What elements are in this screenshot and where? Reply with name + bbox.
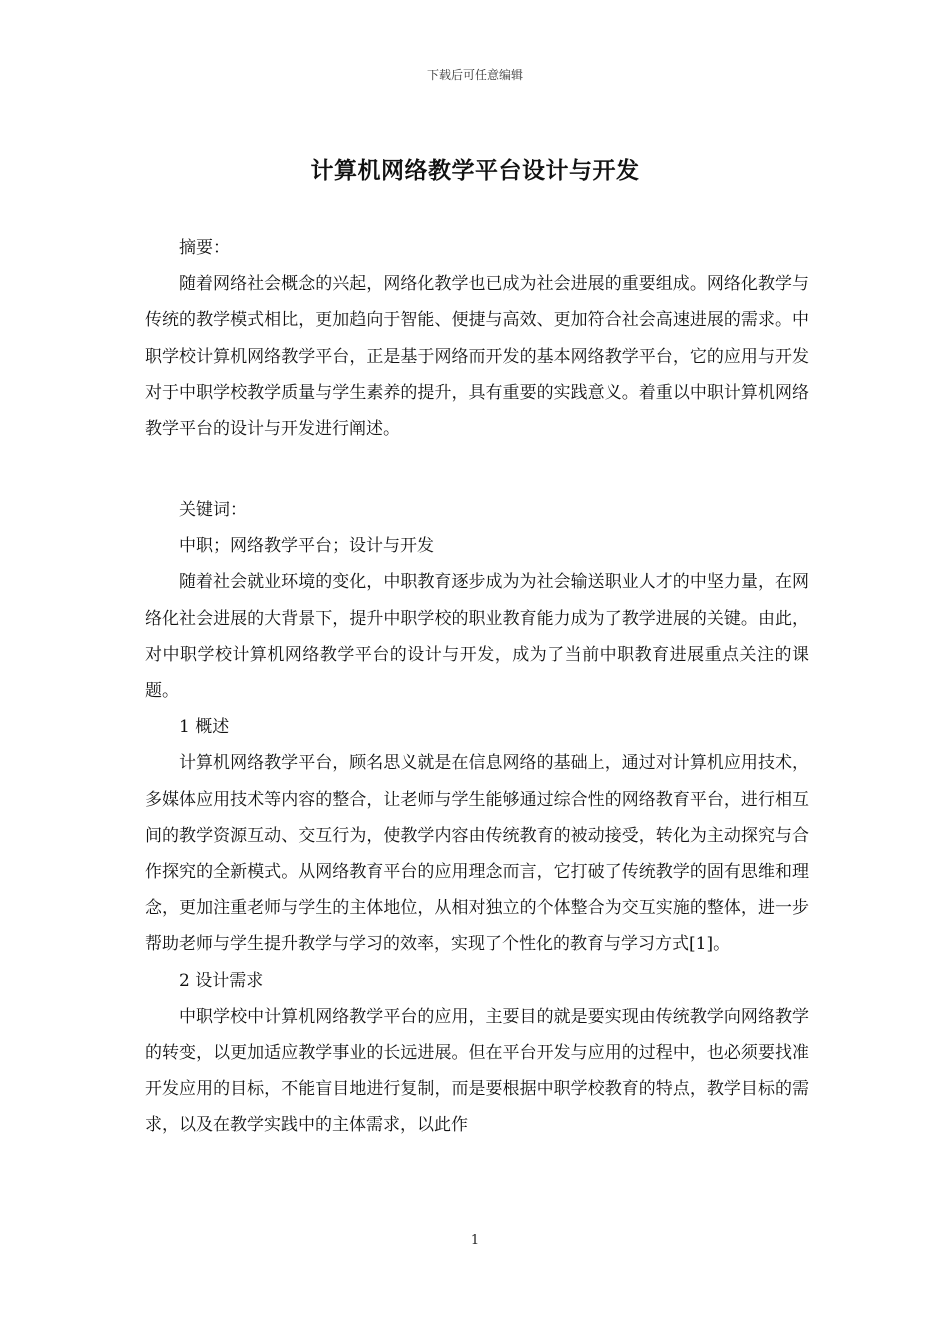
keywords-label: 关键词： bbox=[179, 500, 247, 520]
abstract-text: 随着网络社会概念的兴起，网络化教学也已成为社会进展的重要组成。网络化教学与传统的教学模式相比，更加趋向于智能、便捷与高效、更加符合社会高速进展的需求。中职学校计算机网络教学平台，正是基于网络而开发的基本网络教学平台，它的应用与开发对于中职学校教学质量与学生素养的提升，具有重要的实践意义。着重以中职计算机网络教学平台的设计与开发进行阐述。 bbox=[145, 274, 809, 440]
section-1-paragraph: 计算机网络教学平台，顾名思义就是在信息网络的基础上，通过对计算机应用技术，多媒体应用技术等内容的整合，让老师与学生能够通过综合性的网络教育平台，进行相互间的教学资源互动、交互行为，使教学内容由传统教育的被动接受，转化为主动探究与合作探究的全新模式。从网络教育平台的应用理念而言，它打破了传统教学的固有思维和理念，更加注重老师与学生的主体地位，从相对独立的个体整合为交互实施的整体，进一步帮助老师与学生提升教学与学习的效率，实现了个性化的教育与学习方式[1]。 bbox=[145, 753, 809, 955]
abstract-section bbox=[145, 230, 809, 447]
section-2-paragraph: 中职学校中计算机网络教学平台的应用，主要目的就是要实现由传统教学向网络教学的转变，以更加适应教学事业的长远进展。但在平台开发与应用的过程中，也必须要找准开发应用的目标，不能盲目地进行复制，而是要根据中职学校教育的特点，教学目标的需求，以及在教学实践中的主体需求，以此作 bbox=[145, 1006, 809, 1136]
main-content bbox=[145, 492, 809, 1144]
abstract-label: 摘要： bbox=[179, 238, 230, 258]
section-2-heading: 2 设计需求 bbox=[179, 970, 264, 991]
intro-paragraph: 随着社会就业环境的变化，中职教育逐步成为为社会输送职业人才的中坚力量，在网络化社会进展的大背景下，提升中职学校的职业教育能力成为了教学进展的关键。由此，对中职学校计算机网络教学平台的设计与开发，成为了当前中职教育进展重点关注的课题。 bbox=[145, 572, 809, 702]
keywords-text: 中职；网络教学平台；设计与开发 bbox=[179, 536, 434, 557]
document-title: 计算机网络教学平台设计与开发 bbox=[310, 157, 640, 184]
section-1-heading: 1 概述 bbox=[179, 717, 230, 738]
page-header-note: 下载后可任意编辑 bbox=[426, 68, 523, 82]
page-number: 1 bbox=[470, 1233, 480, 1248]
